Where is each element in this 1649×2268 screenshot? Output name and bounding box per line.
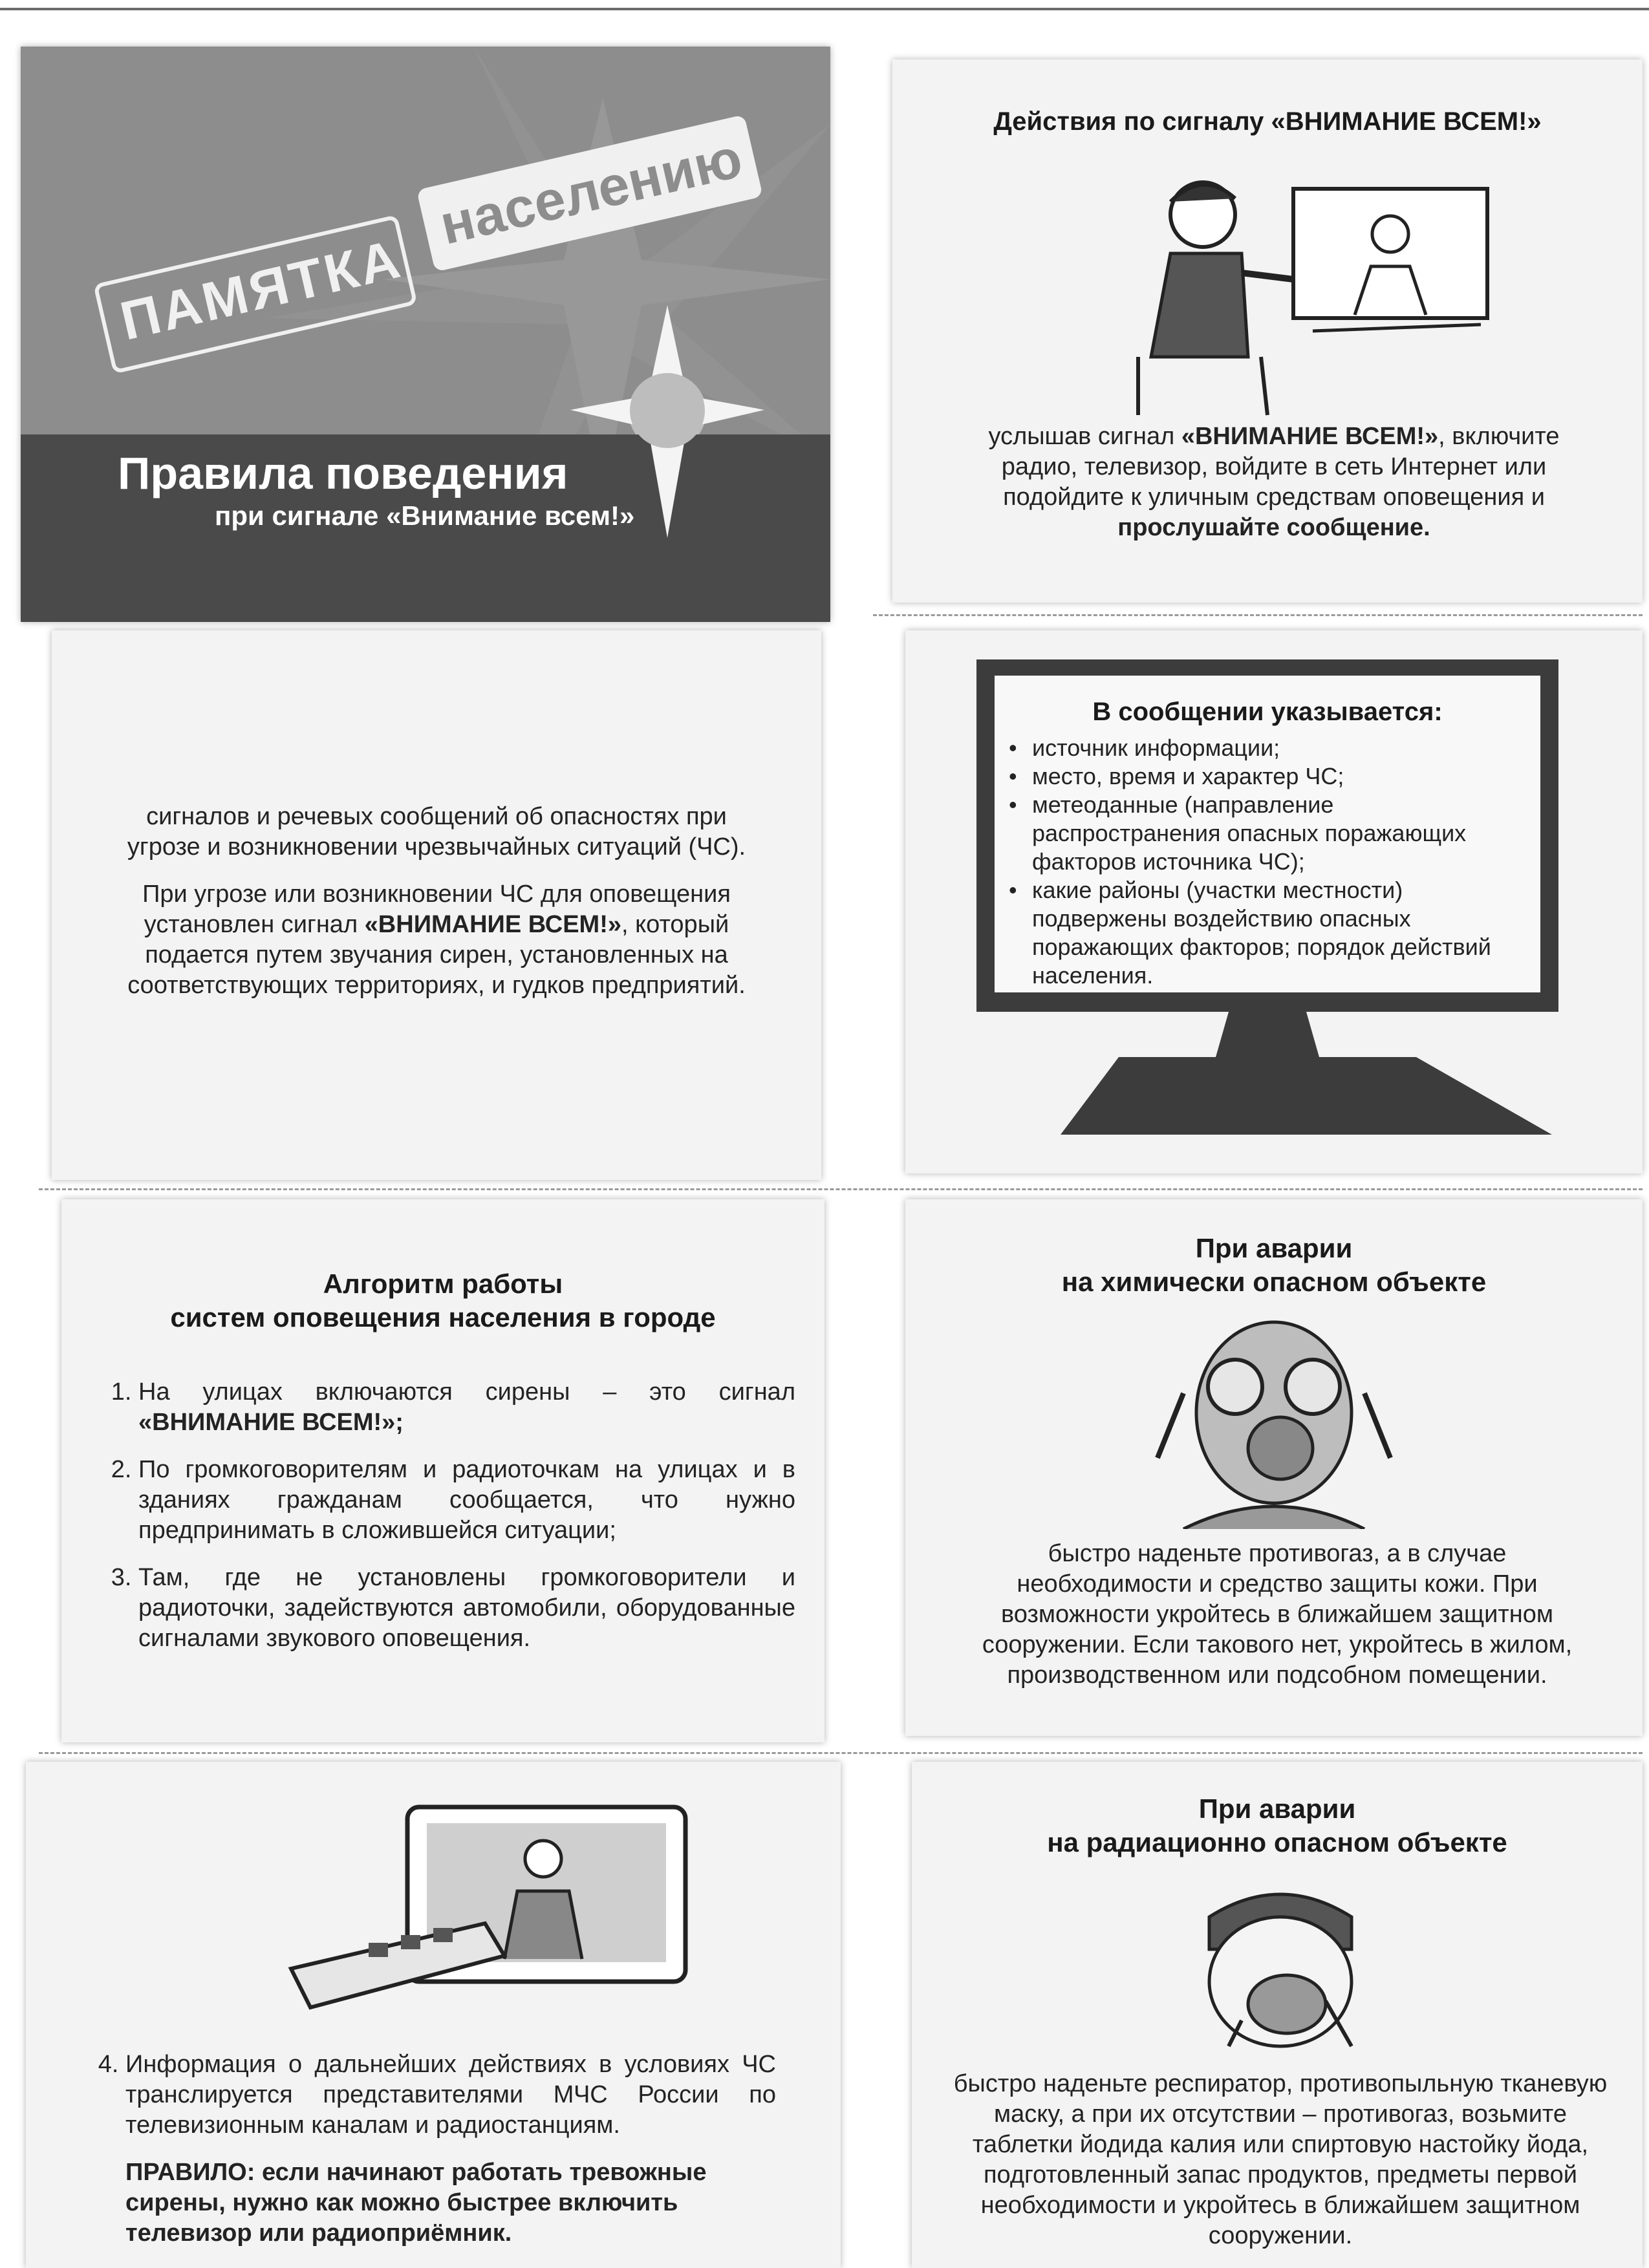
tv-info-card — [26, 1762, 841, 2268]
respirator-illustration — [1158, 1872, 1403, 2053]
radiation-title-2: на радиационно опасном объекте — [1047, 1827, 1507, 1857]
message-item: • источник информации; — [1009, 734, 1526, 762]
signals-text — [110, 802, 763, 1018]
algorithm-card — [61, 1199, 824, 1742]
cover-subtitle: при сигнале «Внимание всем!» — [215, 500, 635, 531]
cover-title: Правила поведения — [118, 448, 568, 498]
tv-remote-illustration — [265, 1801, 692, 2020]
stamp-right-label: населению — [434, 127, 748, 257]
attention-listen-bold: прослушайте сообщение. — [1117, 514, 1430, 541]
signals-p2-a: При угрозе или возникновении ЧС для оповещения установлен сигнал — [142, 881, 731, 938]
chemical-title-2: на химически опасном объекте — [1061, 1267, 1487, 1297]
message-card — [905, 630, 1643, 1173]
rule-paragraph — [91, 2157, 776, 2249]
algorithm-list — [103, 1377, 795, 1671]
chemical-body: быстро наденьте противогаз, а в случае необходимости и средство защиты кожи. При возможности укройтесь в ближайшем защитном сооружении. Если такового нет, укройтесь в жилом, производственном или подсобном помещении. — [982, 1540, 1573, 1689]
chemical-card — [905, 1199, 1643, 1736]
message-title: В сообщении указывается: — [1092, 698, 1443, 726]
gas-mask-illustration — [1145, 1316, 1403, 1529]
message-item: • метеоданные (направление распространения опасных поражающих факторов источника ЧС); — [1009, 791, 1526, 876]
attention-body — [951, 422, 1597, 543]
algorithm-item-2: 2. По громкоговорителям и радиоточкам на улицах и в зданиях гражданам сообщается, что нужно предпринимать в сложившейся ситуации; — [138, 1455, 795, 1546]
rule-label: ПРАВИЛО: — [125, 2159, 255, 2186]
signals-p2-bold: «ВНИМАНИЕ ВСЕМ!» — [364, 911, 621, 938]
algorithm-title-2: систем оповещения населения в городе — [170, 1302, 716, 1332]
signals-card — [52, 630, 821, 1180]
top-edge-line — [0, 8, 1649, 10]
rule-text: если начинают работать тревожные сирены, нужно как можно быстрее включить телевизор или радиоприёмник. — [125, 2159, 707, 2247]
radiation-card — [912, 1762, 1643, 2268]
algorithm-item1-text: На улицах включаются сирены – это сигнал — [138, 1378, 795, 1406]
message-item: • место, время и характер ЧС; — [1009, 762, 1526, 791]
radiation-title-1: При аварии — [1198, 1793, 1356, 1824]
signals-p2-b: , который подается путем звучания сирен, установленных на соответствующих территориях, и гудков предприятий. — [127, 911, 746, 999]
radiation-body: быстро наденьте респиратор, противопыльную тканевую маску, а при их отсутствии – противогаз, возьмите таблетки йодида калия или спиртовую настойку йода, подготовленный запас продуктов, предметы первой необходимости и укройтесь в ближайшем защитном сооружении. — [953, 2070, 1608, 2249]
chemical-title-1: При аварии — [1195, 1233, 1353, 1263]
message-item: • какие районы (участки местности) подвержены воздействию опасных поражающих факторов; порядок действий населения. — [1009, 876, 1526, 990]
algorithm-title-1: Алгоритм работы — [323, 1268, 563, 1299]
cut-line — [39, 1188, 1643, 1190]
attention-title: Действия по сигналу «ВНИМАНИЕ ВСЕМ!» — [993, 107, 1542, 136]
man-watching-tv-illustration — [1099, 163, 1513, 422]
tv-info-item-4: 4. Информация о дальнейших действиях в условиях ЧС транслируется представителями МЧС России по телевизионным каналам и радиостанциям. — [125, 2049, 776, 2141]
stamp-label: ПАМЯТКА — [114, 228, 408, 352]
cut-line — [39, 1752, 1643, 1754]
cut-line — [873, 614, 1643, 616]
message-list — [1009, 734, 1526, 990]
attention-body-2: , включите радио, телевизор, войдите в сеть Интернет или подойдите к уличным средствам оповещения и — [1001, 423, 1560, 511]
star-overlay — [21, 47, 830, 622]
algorithm-item1-bold: «ВНИМАНИЕ ВСЕМ!»; — [138, 1409, 404, 1436]
algorithm-item-1 — [138, 1377, 795, 1438]
signals-paragraph-2 — [110, 879, 763, 1001]
attention-body-1: услышав сигнал — [988, 423, 1181, 450]
signals-paragraph-1: сигналов и речевых сообщений об опасностях при угрозе и возникновении чрезвычайных ситуаций (ЧС). — [127, 803, 746, 861]
cover-card — [21, 47, 830, 622]
algorithm-item-3: 3. Там, где не установлены громкоговорители и радиоточки, задействуются автомобили, оборудованные сигналами звукового оповещения. — [138, 1563, 795, 1654]
attention-signal-bold: «ВНИМАНИЕ ВСЕМ!» — [1181, 423, 1439, 450]
attention-card — [892, 59, 1643, 603]
tv-info-list — [91, 2049, 776, 2249]
